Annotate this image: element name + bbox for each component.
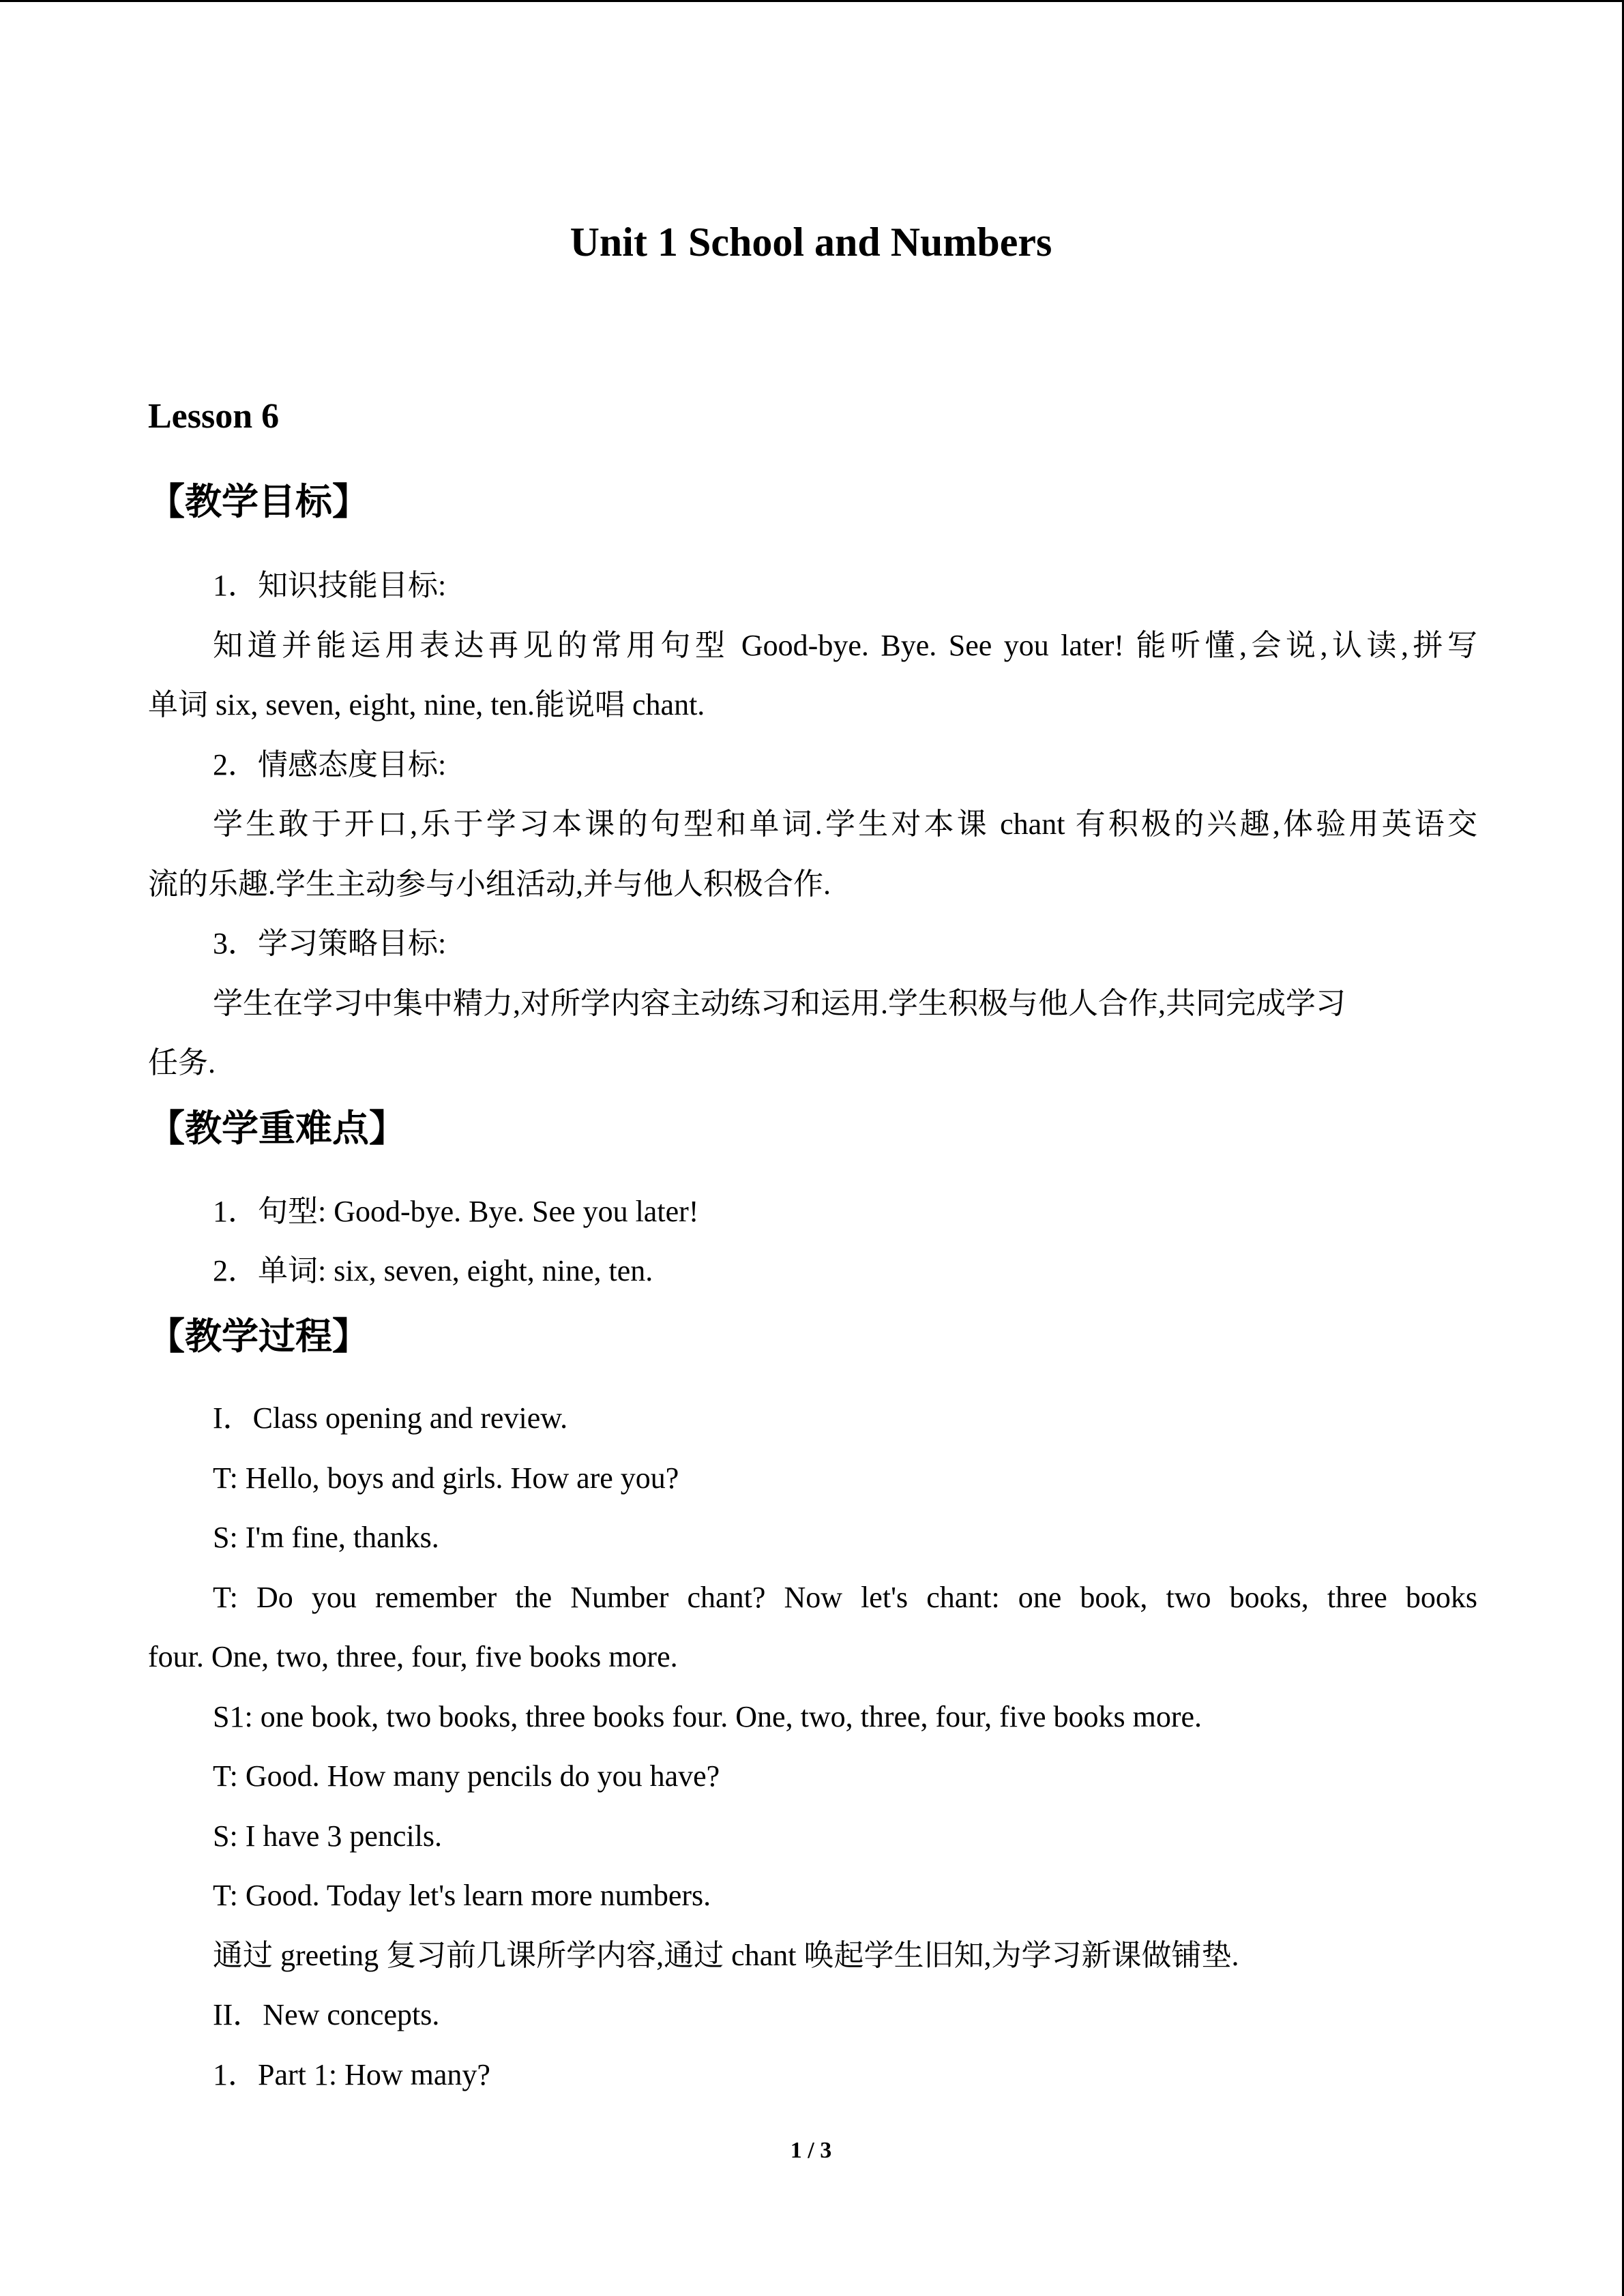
section-heading-objectives: 【教学目标】: [148, 481, 369, 522]
process-part-heading: 1．Part 1: How many?: [213, 2058, 490, 2091]
objective-strategy-heading: 3．学习策略目标:: [213, 927, 447, 960]
objective-strategy-text-line2: 任务.: [148, 1046, 216, 1079]
lesson-heading: Lesson 6: [148, 397, 280, 436]
objective-attitude-heading: 2．情感态度目标:: [213, 748, 447, 781]
process-step-new-concepts: II．New concepts.: [213, 1998, 440, 2031]
page-number: 1 / 3: [790, 2138, 832, 2163]
key-point-vocabulary: 2．单词: six, seven, eight, nine, ten.: [213, 1254, 653, 1287]
dialogue-line-continued: four. One, two, three, four, five books more.: [148, 1640, 678, 1673]
dialogue-line: S: I'm fine, thanks.: [213, 1521, 439, 1554]
document-title: Unit 1 School and Numbers: [570, 220, 1052, 265]
dialogue-line: T: Good. Today let's learn more numbers.: [213, 1879, 711, 1912]
dialogue-line: S: I have 3 pencils.: [213, 1819, 443, 1853]
dialogue-line: T: Hello, boys and girls. How are you?: [213, 1461, 679, 1495]
section-heading-key-points: 【教学重难点】: [148, 1108, 406, 1149]
objective-knowledge-heading: 1．知识技能目标:: [213, 569, 447, 602]
objective-knowledge-text-line2: 单词 six, seven, eight, nine, ten.能说唱 chant.: [148, 688, 705, 721]
objective-attitude-text-line2: 流的乐趣.学生主动参与小组活动,并与他人积极合作.: [148, 867, 831, 901]
dialogue-line: T: Do you remember the Number chant? Now let's chant: one book, two books, three books: [213, 1581, 1477, 1614]
objective-strategy-text-line1: 学生在学习中集中精力,对所学内容主动练习和运用.学生积极与他人合作,共同完成学习: [213, 987, 1346, 1020]
dialogue-line: S1: one book, two books, three books four. One, two, three, four, five books more.: [213, 1700, 1202, 1733]
process-step-class-opening: I．Class opening and review.: [213, 1401, 568, 1435]
objective-knowledge-text-line1: 知道并能运用表达再见的常用句型 Good-bye. Bye. See you later! 能听懂,会说,认读,拼写: [213, 629, 1477, 662]
dialogue-line: T: Good. How many pencils do you have?: [213, 1759, 720, 1793]
key-point-sentence-pattern: 1．句型: Good-bye. Bye. See you later!: [213, 1195, 699, 1228]
objective-attitude-text-line1: 学生敢于开口,乐于学习本课的句型和单词.学生对本课 chant 有积极的兴趣,体验用英语交: [213, 807, 1477, 841]
section-heading-process: 【教学过程】: [148, 1316, 369, 1357]
process-note: 通过 greeting 复习前几课所学内容,通过 chant 唤起学生旧知,为学习新课做铺垫.: [213, 1939, 1239, 1972]
